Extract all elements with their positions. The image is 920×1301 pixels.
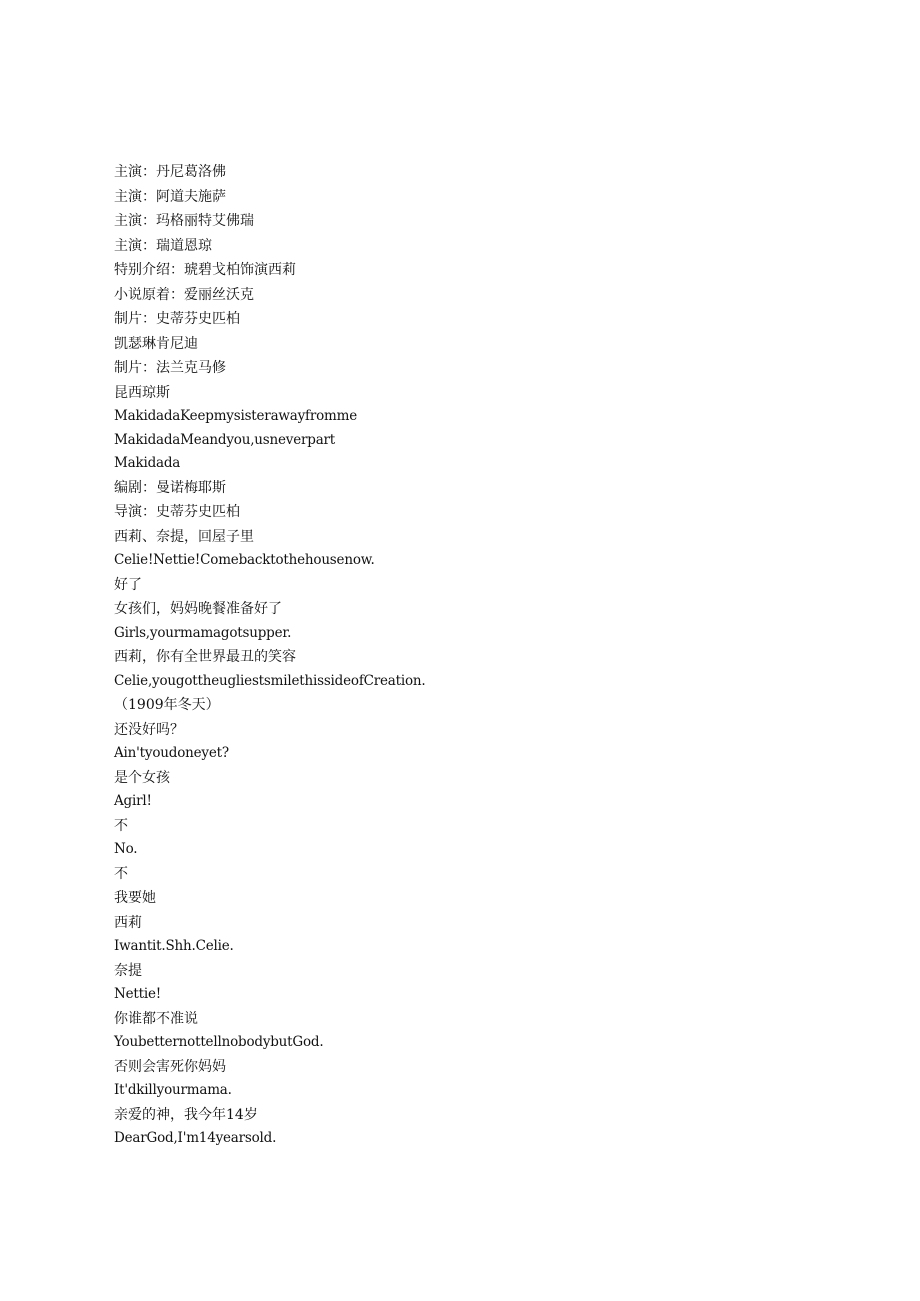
subtitle-lines [114, 160, 426, 1151]
english-subtitle-line: Celie!Nettie!Comebacktothehousenow. [114, 552, 375, 568]
chinese-subtitle-line: 昆西琼斯 [114, 384, 170, 401]
chinese-subtitle-line: 奈提 [114, 962, 142, 979]
english-subtitle-line: MakidadaKeepmysisterawayfromme [114, 408, 358, 424]
english-subtitle-line: Agirl! [114, 793, 152, 809]
english-subtitle-line: It'dkillyourmama. [114, 1082, 232, 1098]
chinese-subtitle-line: 亲爱的神，我今年14岁 [114, 1106, 258, 1123]
chinese-subtitle-line: 小说原着：爱丽丝沃克 [114, 286, 254, 303]
chinese-subtitle-line: 西莉 [114, 914, 142, 931]
chinese-subtitle-line: 主演：阿道夫施萨 [114, 188, 226, 205]
chinese-subtitle-line: 制片：法兰克马修 [114, 360, 226, 376]
english-subtitle-line: Nettie! [114, 986, 161, 1002]
chinese-subtitle-line: 主演：丹尼葛洛佛 [114, 164, 226, 180]
chinese-subtitle-line: 你谁都不准说 [114, 1010, 198, 1027]
chinese-subtitle-line: 编剧：曼诺梅耶斯 [114, 479, 226, 496]
chinese-subtitle-line: 还没好吗？ [114, 721, 184, 738]
english-subtitle-line: No. [114, 841, 138, 857]
chinese-subtitle-line: 不 [114, 817, 128, 834]
english-subtitle-line: Celie,yougottheugliestsmilethissideofCreation. [114, 672, 426, 689]
chinese-subtitle-line: 女孩们，妈妈晚餐准备好了 [114, 601, 282, 617]
chinese-subtitle-line: 主演：玛格丽特艾佛瑞 [114, 213, 254, 229]
chinese-subtitle-line: 西莉，你有全世界最丑的笑容 [114, 649, 296, 665]
english-subtitle-line: YoubetternottellnobodybutGod. [114, 1034, 324, 1050]
chinese-subtitle-line: 是个女孩 [114, 769, 170, 786]
chinese-subtitle-line: 主演：瑞道恩琼 [114, 237, 212, 254]
english-subtitle-line: Girls,yourmamagotsupper. [114, 624, 292, 641]
english-subtitle-line: MakidadaMeandyou,usneverpart [114, 431, 336, 448]
chinese-subtitle-line: 好了 [114, 576, 142, 593]
chinese-subtitle-line: 不 [114, 865, 128, 882]
chinese-subtitle-line: 特别介绍：琥碧戈柏饰演西莉 [114, 262, 296, 278]
chinese-subtitle-line: （1909年冬天） [114, 697, 220, 713]
chinese-subtitle-line: 制片：史蒂芬史匹柏 [114, 311, 240, 327]
chinese-subtitle-line: 凯瑟琳肯尼迪 [114, 335, 198, 352]
english-subtitle-line: Makidada [114, 455, 181, 471]
chinese-subtitle-line: 导演：史蒂芬史匹柏 [114, 504, 240, 520]
chinese-subtitle-line: 我要她 [114, 890, 156, 906]
english-subtitle-line: DearGod,I'm14yearsold. [114, 1130, 277, 1146]
english-subtitle-line: Iwantit.Shh.Celie. [114, 938, 234, 954]
english-subtitle-line: Ain'tyoudoneyet? [114, 745, 229, 761]
chinese-subtitle-line: 西莉、奈提，回屋子里 [114, 528, 254, 545]
chinese-subtitle-line: 否则会害死你妈妈 [114, 1058, 226, 1075]
